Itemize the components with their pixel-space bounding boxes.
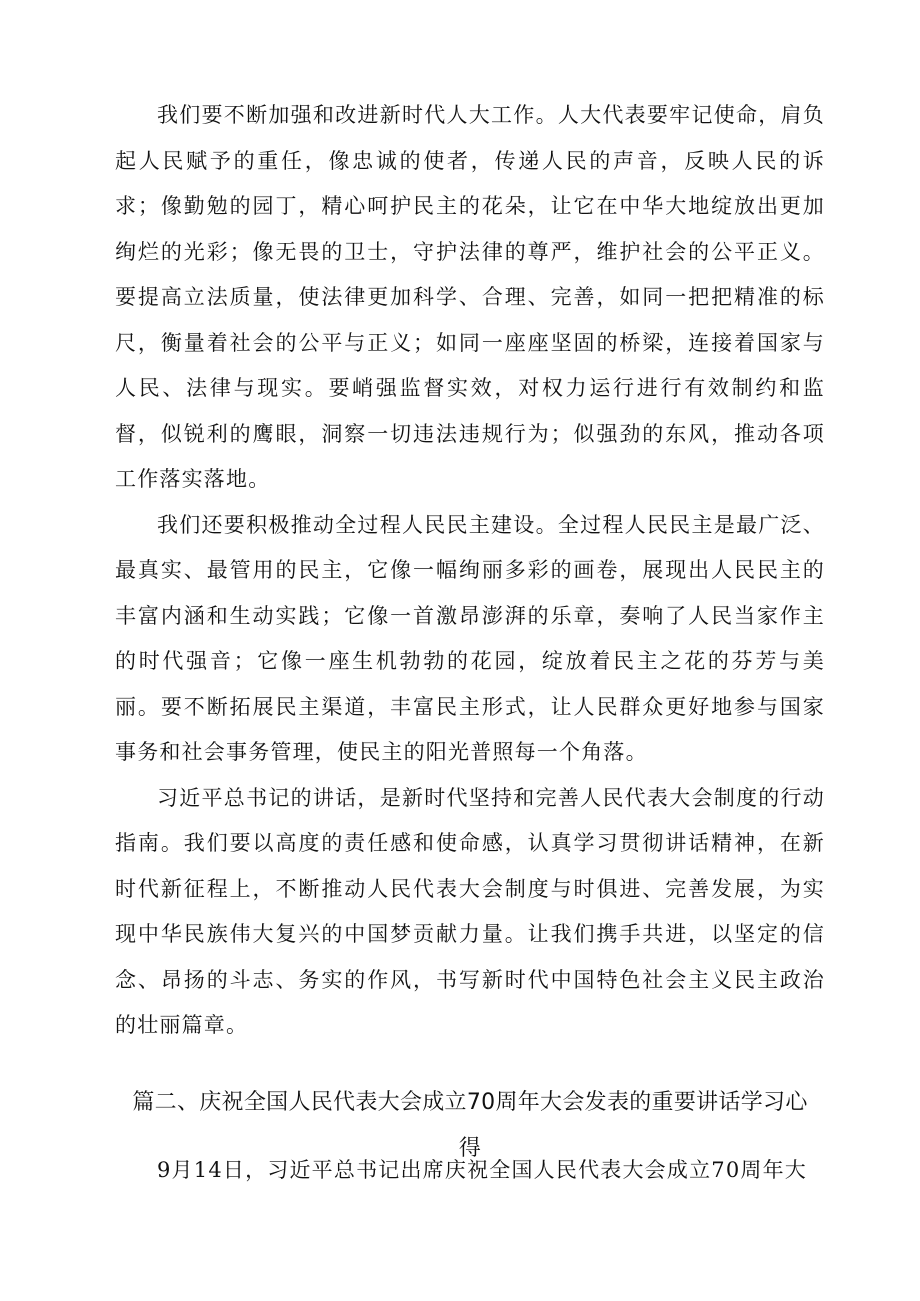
paragraph-3: 习近平总书记的讲话，是新时代坚持和完善人民代表大会制度的行动指南。我们要以高度的责任感和使命感，认真学习贯彻讲话精神，在新时代新征程上，不断推动人民代表大会制度与时俱进、完善发展，为实现中华民族伟大复兴的中国梦贡献力量。让我们携手共进，以坚定的信念、昂扬的斗志、务实的作风，书写新时代中国特色社会主义民主政治的壮丽篇章。 — [115, 785, 825, 1037]
body-text — [115, 93, 825, 1049]
section-heading: 篇二、庆祝全国人民代表大会成立70周年大会发表的重要讲话学习心得 — [132, 1090, 808, 1161]
paragraph-2: 我们还要积极推动全过程人民民主建设。全过程人民民主是最广泛、最真实、最管用的民主，它像一幅绚丽多彩的画卷，展现出人民民主的丰富内涵和生动实践；它像一首激昂澎湃的乐章，奏响了人民当家作主的时代强音；它像一座生机勃勃的花园，绽放着民主之花的芬芳与美丽。要不断拓展民主渠道，丰富民主形式，让人民群众更好地参与国家事务和社会事务管理，使民主的阳光普照每一个角落。 — [115, 512, 825, 764]
paragraph-1: 我们要不断加强和改进新时代人大工作。人大代表要牢记使命，肩负起人民赋予的重任，像忠诚的使者，传递人民的声音，反映人民的诉求；像勤勉的园丁，精心呵护民主的花朵，让它在中华大地绽放出更加绚烂的光彩；像无畏的卫士，守护法律的尊严，维护社会的公平正义。要提高立法质量，使法律更加科学、合理、完善，如同一把把精准的标尺，衡量着社会的公平与正义；如同一座座坚固的桥梁，连接着国家与人民、法律与现实。要峭强监督实效，对权力运行进行有效制约和监督，似锐利的鹰眼，洞察一切违法违规行为；似强劲的东风，推动各项工作落实落地。 — [115, 103, 825, 491]
paragraph-4: 9月14日，习近平总书记出席庆祝全国人民代表大会成立70周年大 — [157, 1158, 808, 1182]
